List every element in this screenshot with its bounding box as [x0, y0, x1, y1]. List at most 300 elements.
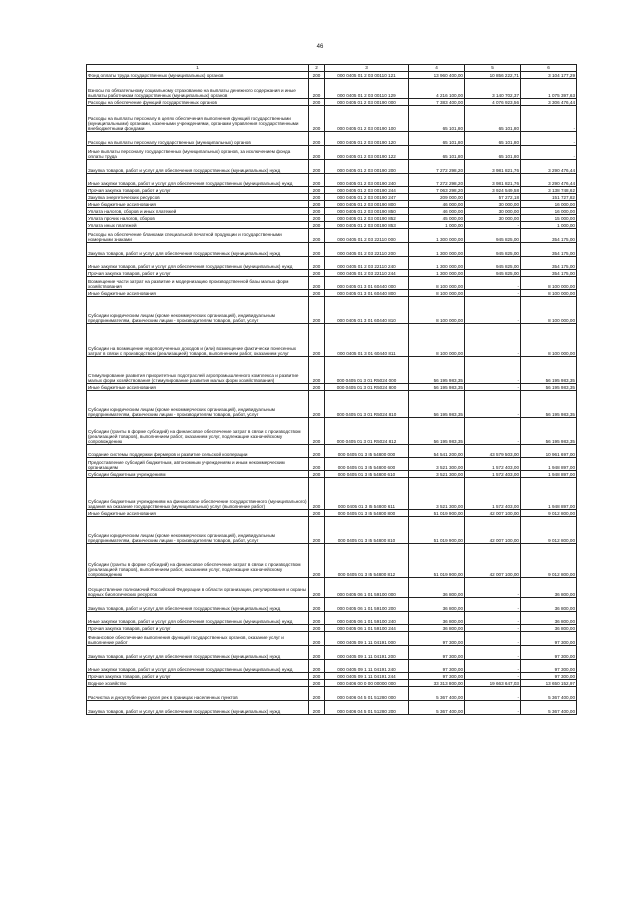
row-executed-amount-cell: 43 579 503,00 — [465, 445, 521, 458]
row-name-cell: Субсидии юридическим лицам (кроме некоммерческих организаций), индивидуальным предпринимателям, физическим лицам - производителям товаров, работ, услуг — [87, 391, 309, 418]
row-unexecuted-amount-cell: 56 195 983,35 — [521, 418, 577, 445]
row-approved-amount-cell: 1 300 000,00 — [409, 257, 465, 270]
row-executed-amount-cell: 10 856 222,71 — [465, 72, 521, 79]
row-budget-code-cell: 000 0405 01 3 01 60440 810 — [325, 297, 409, 324]
row-budget-code-cell: 000 0405 01 2 03 00190 850 — [325, 208, 409, 215]
row-budget-code-cell: 000 0405 06 1 01 59100 240 — [325, 612, 409, 625]
row-name-cell: Закупка товаров, работ и услуг для обеспечения государственных (муниципальных) нужд — [87, 646, 309, 660]
page-number: 46 — [316, 44, 324, 50]
row-executed-amount-cell: 65 101,80 — [465, 146, 521, 160]
row-approved-amount-cell: 56 195 983,35 — [409, 418, 465, 445]
row-code-line-cell: 200 — [309, 187, 325, 194]
row-unexecuted-amount-cell: 9 012 800,00 — [521, 510, 577, 517]
row-unexecuted-amount-cell: 354 175,00 — [521, 243, 577, 257]
row-executed-amount-cell: - — [465, 290, 521, 297]
row-approved-amount-cell: 65 101,80 — [409, 146, 465, 160]
row-unexecuted-amount-cell: 15 000,00 — [521, 215, 577, 222]
table-row — [87, 290, 577, 297]
row-name-cell: Субсидии на возмещение недополученных доходов и (или) возмещение фактически понесенных затрат в связи с производством (реализацией) товаров, выполнением работ, оказанием услуг — [87, 324, 309, 357]
row-budget-code-cell: 000 0405 09 1 11 04191 244 — [325, 673, 409, 680]
row-name-cell: Иные бюджетные ассигнования — [87, 290, 309, 297]
row-budget-code-cell: 000 0405 01 2 03 00190 800 — [325, 201, 409, 208]
column-header-4: 4 — [409, 65, 465, 72]
row-code-line-cell: 200 — [309, 222, 325, 229]
row-code-line-cell: 200 — [309, 660, 325, 673]
table-row — [87, 418, 577, 445]
row-unexecuted-amount-cell: 16 000,00 — [521, 208, 577, 215]
row-unexecuted-amount-cell: - — [521, 146, 577, 160]
row-name-cell: Закупка товаров, работ и услуг для обеспечения государственных (муниципальных) нужд — [87, 243, 309, 257]
row-code-line-cell: 200 — [309, 324, 325, 357]
row-name-cell: Стимулирование развития приоритетных подотраслей агропромышленного комплекса и развитие малых форм хозяйствования (стимулирование развития малых форм хозяйствования) — [87, 357, 309, 384]
table-row — [87, 324, 577, 357]
row-budget-code-cell: 000 0405 01 2 03 00190 852 — [325, 215, 409, 222]
row-approved-amount-cell: 36 800,00 — [409, 612, 465, 625]
table-body — [87, 72, 577, 715]
table-row — [87, 478, 577, 510]
row-approved-amount-cell: 36 800,00 — [409, 625, 465, 632]
table-row — [87, 257, 577, 270]
table-row — [87, 471, 577, 478]
row-approved-amount-cell: 4 216 100,00 — [409, 79, 465, 99]
row-approved-amount-cell: 51 019 900,00 — [409, 544, 465, 578]
row-code-line-cell: 200 — [309, 277, 325, 290]
row-approved-amount-cell: 54 541 200,00 — [409, 445, 465, 458]
row-name-cell: Иные бюджетные ассигнования — [87, 510, 309, 517]
row-code-line-cell: 200 — [309, 510, 325, 517]
row-name-cell: Субсидии юридическим лицам (кроме некоммерческих организаций), индивидуальным предпринимателям, физическим лицам - производителям товаров, работ, услуг — [87, 517, 309, 544]
row-unexecuted-amount-cell: 10 961 697,00 — [521, 445, 577, 458]
row-budget-code-cell: 000 0405 01 3 I5 54800 611 — [325, 478, 409, 510]
row-code-line-cell: 200 — [309, 160, 325, 174]
row-name-cell: Уплата прочих налогов, сборов — [87, 215, 309, 222]
row-budget-code-cell: 000 0405 01 2 03 22110 200 — [325, 243, 409, 257]
table-row — [87, 544, 577, 578]
row-executed-amount-cell: 1 572 403,00 — [465, 478, 521, 510]
row-unexecuted-amount-cell: 56 195 983,35 — [521, 384, 577, 391]
row-unexecuted-amount-cell: 97 300,00 — [521, 660, 577, 673]
row-budget-code-cell: 000 0405 06 1 01 59100 000 — [325, 578, 409, 598]
row-budget-code-cell: 000 0405 01 2 03 00190 853 — [325, 222, 409, 229]
row-unexecuted-amount-cell: 3 104 177,29 — [521, 72, 577, 79]
row-budget-code-cell: 000 0405 01 3 01 R5024 810 — [325, 391, 409, 418]
row-unexecuted-amount-cell: 3 290 476,44 — [521, 160, 577, 174]
row-unexecuted-amount-cell: 5 367 400,00 — [521, 687, 577, 701]
row-code-line-cell: 200 — [309, 79, 325, 99]
row-name-cell: Расчистка и дноуглубление русел рек в границах населенных пунктов — [87, 687, 309, 701]
row-code-line-cell: 200 — [309, 701, 325, 715]
table-row — [87, 146, 577, 160]
table-row — [87, 72, 577, 79]
row-unexecuted-amount-cell: 3 306 476,44 — [521, 99, 577, 106]
row-name-cell: Прочая закупка товаров, работ и услуг — [87, 625, 309, 632]
table-row — [87, 243, 577, 257]
row-budget-code-cell: 000 0405 01 3 I5 54800 800 — [325, 510, 409, 517]
row-unexecuted-amount-cell: 16 000,00 — [521, 201, 577, 208]
table-row — [87, 187, 577, 194]
row-unexecuted-amount-cell: - — [521, 132, 577, 146]
row-executed-amount-cell: - — [465, 357, 521, 384]
row-approved-amount-cell: 7 272 298,20 — [409, 160, 465, 174]
row-approved-amount-cell: 65 101,80 — [409, 132, 465, 146]
row-budget-code-cell: 000 0405 01 2 03 00110 121 — [325, 72, 409, 79]
row-code-line-cell: 200 — [309, 598, 325, 612]
row-executed-amount-cell: - — [465, 222, 521, 229]
row-executed-amount-cell: - — [465, 687, 521, 701]
row-executed-amount-cell: - — [465, 578, 521, 598]
row-executed-amount-cell: - — [465, 660, 521, 673]
table-row — [87, 578, 577, 598]
row-unexecuted-amount-cell: - — [521, 106, 577, 132]
row-executed-amount-cell: 42 007 100,00 — [465, 544, 521, 578]
row-executed-amount-cell: 30 000,00 — [465, 215, 521, 222]
row-approved-amount-cell: 8 100 000,00 — [409, 290, 465, 297]
row-name-cell: Субсидии (гранты в форме субсидий) на финансовое обеспечение затрат в связи с производством (реализацией товаров), выполнением работ, оказанием услуг, подлежащие казначейскому сопровождению — [87, 418, 309, 445]
row-budget-code-cell: 000 0406 04 5 01 51280 200 — [325, 701, 409, 715]
row-name-cell: Закупка товаров, работ и услуг для обеспечения государственных (муниципальных) нужд — [87, 160, 309, 174]
row-budget-code-cell: 000 0405 01 2 03 00190 244 — [325, 187, 409, 194]
row-unexecuted-amount-cell: 1 948 897,00 — [521, 458, 577, 471]
table-row — [87, 297, 577, 324]
row-name-cell: Закупка товаров, работ и услуг для обеспечения государственных (муниципальных) нужд — [87, 701, 309, 715]
row-executed-amount-cell: 3 981 821,76 — [465, 160, 521, 174]
row-unexecuted-amount-cell: 8 100 000,00 — [521, 277, 577, 290]
row-code-line-cell: 200 — [309, 297, 325, 324]
row-approved-amount-cell: 8 100 000,00 — [409, 277, 465, 290]
row-executed-amount-cell: 42 007 100,00 — [465, 517, 521, 544]
row-budget-code-cell: 000 0405 01 2 03 00190 120 — [325, 132, 409, 146]
column-header-3: 3 — [325, 65, 409, 72]
row-approved-amount-cell: 97 300,00 — [409, 660, 465, 673]
row-code-line-cell: 200 — [309, 445, 325, 458]
row-code-line-cell: 200 — [309, 646, 325, 660]
row-budget-code-cell: 000 0406 04 5 01 51280 000 — [325, 687, 409, 701]
row-budget-code-cell: 000 0405 01 2 03 00190 122 — [325, 146, 409, 160]
row-executed-amount-cell: 42 007 100,00 — [465, 510, 521, 517]
row-budget-code-cell: 000 0405 01 3 01 60440 800 — [325, 290, 409, 297]
row-name-cell: Иные бюджетные ассигнования — [87, 201, 309, 208]
row-executed-amount-cell: - — [465, 632, 521, 646]
table-row — [87, 208, 577, 215]
table-row — [87, 612, 577, 625]
row-code-line-cell: 200 — [309, 194, 325, 201]
row-code-line-cell: 200 — [309, 632, 325, 646]
row-code-line-cell: 200 — [309, 578, 325, 598]
row-approved-amount-cell: 56 195 983,35 — [409, 357, 465, 384]
row-approved-amount-cell: 51 019 900,00 — [409, 517, 465, 544]
row-code-line-cell: 200 — [309, 257, 325, 270]
row-code-line-cell: 200 — [309, 673, 325, 680]
row-approved-amount-cell: 97 300,00 — [409, 646, 465, 660]
row-executed-amount-cell: - — [465, 625, 521, 632]
table-row — [87, 160, 577, 174]
row-code-line-cell: 200 — [309, 174, 325, 187]
row-code-line-cell: 200 — [309, 544, 325, 578]
row-name-cell: Иные закупки товаров, работ и услуг для обеспечения государственных (муниципальных) нужд — [87, 174, 309, 187]
row-approved-amount-cell: 97 300,00 — [409, 673, 465, 680]
row-executed-amount-cell: - — [465, 612, 521, 625]
table-row — [87, 106, 577, 132]
row-budget-code-cell: 000 0405 01 3 01 R5024 812 — [325, 418, 409, 445]
row-unexecuted-amount-cell: 8 100 000,00 — [521, 297, 577, 324]
row-executed-amount-cell: - — [465, 391, 521, 418]
row-executed-amount-cell: 57 272,18 — [465, 194, 521, 201]
row-approved-amount-cell: 65 101,80 — [409, 106, 465, 132]
row-unexecuted-amount-cell: 8 100 000,00 — [521, 324, 577, 357]
row-code-line-cell: 200 — [309, 243, 325, 257]
row-budget-code-cell: 000 0405 01 2 03 22110 000 — [325, 229, 409, 243]
row-name-cell: Прочая закупка товаров, работ и услуг — [87, 187, 309, 194]
row-executed-amount-cell: - — [465, 418, 521, 445]
row-name-cell: Иные бюджетные ассигнования — [87, 384, 309, 391]
table-row — [87, 687, 577, 701]
row-name-cell: Прочая закупка товаров, работ и услуг — [87, 270, 309, 277]
row-unexecuted-amount-cell: 97 300,00 — [521, 632, 577, 646]
row-code-line-cell: 200 — [309, 418, 325, 445]
table-row — [87, 357, 577, 384]
column-header-2: 2 — [309, 65, 325, 72]
table-row — [87, 174, 577, 187]
table-row — [87, 680, 577, 687]
row-budget-code-cell: 000 0405 01 2 03 00190 247 — [325, 194, 409, 201]
row-budget-code-cell: 000 0405 01 3 I5 54800 600 — [325, 458, 409, 471]
row-name-cell: Предоставление субсидий бюджетным, автономным учреждениям и иным некоммерческим организациям — [87, 458, 309, 471]
row-code-line-cell: 200 — [309, 612, 325, 625]
row-name-cell: Создание системы поддержки фермеров и развитие сельской кооперации — [87, 445, 309, 458]
row-approved-amount-cell: 8 100 000,00 — [409, 324, 465, 357]
row-approved-amount-cell: 7 272 298,20 — [409, 174, 465, 187]
row-budget-code-cell: 000 0406 00 0 00 00000 000 — [325, 680, 409, 687]
table-row — [87, 277, 577, 290]
row-unexecuted-amount-cell: 36 800,00 — [521, 612, 577, 625]
row-unexecuted-amount-cell: 354 175,00 — [521, 270, 577, 277]
row-code-line-cell: 200 — [309, 391, 325, 418]
row-name-cell: Финансовое обеспечение выполнения функций государственных органов, оказание услуг и выполнение работ — [87, 632, 309, 646]
row-unexecuted-amount-cell: 56 195 983,35 — [521, 391, 577, 418]
row-approved-amount-cell: 5 367 400,00 — [409, 687, 465, 701]
row-executed-amount-cell: 65 101,80 — [465, 106, 521, 132]
row-code-line-cell: 200 — [309, 687, 325, 701]
table-row — [87, 215, 577, 222]
row-budget-code-cell: 000 0405 01 3 01 R5024 800 — [325, 384, 409, 391]
row-unexecuted-amount-cell: 1 075 397,63 — [521, 79, 577, 99]
row-executed-amount-cell: - — [465, 297, 521, 324]
row-unexecuted-amount-cell: 1 948 897,00 — [521, 478, 577, 510]
row-code-line-cell: 200 — [309, 517, 325, 544]
row-name-cell: Расходы на обеспечение функций государственных органов — [87, 99, 309, 106]
row-budget-code-cell: 000 0405 01 2 03 00190 000 — [325, 99, 409, 106]
row-unexecuted-amount-cell: 97 300,00 — [521, 673, 577, 680]
row-budget-code-cell: 000 0405 01 3 I5 54800 810 — [325, 517, 409, 544]
row-unexecuted-amount-cell: 13 650 152,97 — [521, 680, 577, 687]
row-unexecuted-amount-cell: 36 800,00 — [521, 598, 577, 612]
row-name-cell: Субсидии бюджетным учреждениям на финансовое обеспечение государственного (муниципального) задания на оказание государственных (муниципальных) услуг (выполнение работ) — [87, 478, 309, 510]
row-code-line-cell: 200 — [309, 471, 325, 478]
row-code-line-cell: 200 — [309, 106, 325, 132]
row-code-line-cell: 200 — [309, 99, 325, 106]
row-unexecuted-amount-cell: 97 300,00 — [521, 646, 577, 660]
table-row — [87, 99, 577, 106]
column-header-5: 5 — [465, 65, 521, 72]
row-name-cell: Прочая закупка товаров, работ и услуг — [87, 673, 309, 680]
row-budget-code-cell: 000 0405 06 1 01 59100 244 — [325, 625, 409, 632]
row-name-cell: Иные выплаты персоналу государственных (муниципальных) органов, за исключением фонда оплаты труда — [87, 146, 309, 160]
table-row — [87, 625, 577, 632]
row-name-cell: Уплата иных платежей — [87, 222, 309, 229]
row-unexecuted-amount-cell: 56 195 983,35 — [521, 357, 577, 384]
row-name-cell: Расходы на обеспечение бланками специальной печатной продукции и государственными номерными знаками — [87, 229, 309, 243]
column-number-row — [87, 65, 577, 72]
row-executed-amount-cell: 30 000,00 — [465, 208, 521, 215]
row-executed-amount-cell: 1 572 403,00 — [465, 458, 521, 471]
table-row — [87, 673, 577, 680]
row-code-line-cell: 200 — [309, 357, 325, 384]
table-row — [87, 229, 577, 243]
row-executed-amount-cell: 3 924 549,58 — [465, 187, 521, 194]
row-budget-code-cell: 000 0405 01 3 01 R5024 000 — [325, 357, 409, 384]
row-unexecuted-amount-cell: 1 948 897,00 — [521, 471, 577, 478]
row-code-line-cell: 200 — [309, 201, 325, 208]
row-executed-amount-cell: - — [465, 598, 521, 612]
row-name-cell: Возмещение части затрат на развитие и модернизацию производственной базы малых форм хозяйствования — [87, 277, 309, 290]
row-code-line-cell: 200 — [309, 680, 325, 687]
row-code-line-cell: 200 — [309, 384, 325, 391]
row-unexecuted-amount-cell: 36 800,00 — [521, 625, 577, 632]
row-executed-amount-cell: - — [465, 673, 521, 680]
row-executed-amount-cell: - — [465, 646, 521, 660]
row-code-line-cell: 200 — [309, 478, 325, 510]
row-unexecuted-amount-cell: 3 290 476,44 — [521, 174, 577, 187]
row-name-cell: Фонд оплаты труда государственных (муниципальных) органов — [87, 72, 309, 79]
table-row — [87, 510, 577, 517]
row-approved-amount-cell: 56 195 983,35 — [409, 391, 465, 418]
table-row — [87, 391, 577, 418]
table-row — [87, 660, 577, 673]
row-budget-code-cell: 000 0405 01 2 03 00190 240 — [325, 174, 409, 187]
row-approved-amount-cell: 1 300 000,00 — [409, 270, 465, 277]
row-code-line-cell: 200 — [309, 215, 325, 222]
row-unexecuted-amount-cell: 1 000,00 — [521, 222, 577, 229]
row-approved-amount-cell: 7 383 400,00 — [409, 99, 465, 106]
row-executed-amount-cell: 19 663 647,03 — [465, 680, 521, 687]
row-name-cell: Расходы на выплаты персоналу государственных (муниципальных) органов — [87, 132, 309, 146]
row-name-cell: Закупка энергетических ресурсов — [87, 194, 309, 201]
row-executed-amount-cell: - — [465, 324, 521, 357]
row-name-cell: Субсидии юридическим лицам (кроме некоммерческих организаций), индивидуальным предпринимателям, физическим лицам - производителям товаров, работ, услуг — [87, 297, 309, 324]
row-approved-amount-cell: 3 521 300,00 — [409, 471, 465, 478]
row-approved-amount-cell: 3 521 300,00 — [409, 458, 465, 471]
row-executed-amount-cell: 4 076 923,56 — [465, 99, 521, 106]
row-code-line-cell: 200 — [309, 208, 325, 215]
row-name-cell: Уплата налогов, сборов и иных платежей — [87, 208, 309, 215]
row-approved-amount-cell: 3 521 300,00 — [409, 478, 465, 510]
row-unexecuted-amount-cell: 354 175,00 — [521, 229, 577, 243]
row-budget-code-cell: 000 0405 09 1 11 04191 200 — [325, 646, 409, 660]
row-unexecuted-amount-cell: 151 727,82 — [521, 194, 577, 201]
row-code-line-cell: 200 — [309, 458, 325, 471]
table-row — [87, 201, 577, 208]
row-name-cell: Осуществление полномочий Российской Федерации в области организации, регулирования и охраны водных биологических ресурсов — [87, 578, 309, 598]
row-name-cell: Субсидии (гранты в форме субсидий) на финансовое обеспечение затрат в связи с производством (реализацией товаров), выполнением работ, оказанием услуг, подлежащие казначейскому сопровождению — [87, 544, 309, 578]
row-executed-amount-cell: 945 825,00 — [465, 243, 521, 257]
row-unexecuted-amount-cell: 9 012 800,00 — [521, 544, 577, 578]
row-approved-amount-cell: 5 367 400,00 — [409, 701, 465, 715]
row-name-cell: Взносы по обязательному социальному страхованию на выплаты денежного содержания и иные выплаты работникам государственных (муниципальных) органов — [87, 79, 309, 99]
table-row — [87, 701, 577, 715]
row-executed-amount-cell: - — [465, 701, 521, 715]
row-approved-amount-cell: 209 000,00 — [409, 194, 465, 201]
table-row — [87, 646, 577, 660]
row-approved-amount-cell: 46 000,00 — [409, 201, 465, 208]
table-row — [87, 194, 577, 201]
row-executed-amount-cell: 3 981 821,76 — [465, 174, 521, 187]
row-budget-code-cell: 000 0405 01 2 03 00190 100 — [325, 106, 409, 132]
row-approved-amount-cell: 36 800,00 — [409, 598, 465, 612]
table-row — [87, 632, 577, 646]
row-approved-amount-cell: 1 000,00 — [409, 222, 465, 229]
row-name-cell: Иные закупки товаров, работ и услуг для обеспечения государственных (муниципальных) нужд — [87, 612, 309, 625]
row-unexecuted-amount-cell: 8 100 000,00 — [521, 290, 577, 297]
row-unexecuted-amount-cell: 9 012 800,00 — [521, 517, 577, 544]
row-approved-amount-cell: 7 063 298,20 — [409, 187, 465, 194]
row-unexecuted-amount-cell: 3 138 748,62 — [521, 187, 577, 194]
row-code-line-cell: 200 — [309, 229, 325, 243]
row-unexecuted-amount-cell: 36 800,00 — [521, 578, 577, 598]
row-budget-code-cell: 000 0405 01 3 I5 54800 812 — [325, 544, 409, 578]
row-code-line-cell: 200 — [309, 132, 325, 146]
row-code-line-cell: 200 — [309, 625, 325, 632]
row-budget-code-cell: 000 0405 06 1 01 59100 200 — [325, 598, 409, 612]
row-executed-amount-cell: 65 101,80 — [465, 132, 521, 146]
row-budget-code-cell: 000 0405 01 2 03 22110 244 — [325, 270, 409, 277]
row-executed-amount-cell: 1 572 403,00 — [465, 471, 521, 478]
table-row — [87, 132, 577, 146]
table-row — [87, 598, 577, 612]
row-budget-code-cell: 000 0405 01 3 01 60440 000 — [325, 277, 409, 290]
row-budget-code-cell: 000 0405 09 1 11 04191 240 — [325, 660, 409, 673]
row-name-cell: Водное хозяйство — [87, 680, 309, 687]
row-budget-code-cell: 000 0405 01 2 03 22110 240 — [325, 257, 409, 270]
column-header-6: 6 — [521, 65, 577, 72]
table-row — [87, 222, 577, 229]
row-executed-amount-cell: - — [465, 384, 521, 391]
row-name-cell: Субсидии бюджетным учреждениям — [87, 471, 309, 478]
row-approved-amount-cell: 46 000,00 — [409, 208, 465, 215]
row-code-line-cell: 200 — [309, 290, 325, 297]
row-name-cell: Расходы на выплаты персоналу в целях обеспечения выполнения функций государственными (муниципальными) органами, казенными учреждениями, органами управления государственными внебюджетными фондами — [87, 106, 309, 132]
row-approved-amount-cell: 1 300 000,00 — [409, 229, 465, 243]
table-row — [87, 384, 577, 391]
row-approved-amount-cell: 56 195 983,35 — [409, 384, 465, 391]
row-executed-amount-cell: 945 825,00 — [465, 229, 521, 243]
row-unexecuted-amount-cell: 5 367 400,00 — [521, 701, 577, 715]
row-name-cell: Закупка товаров, работ и услуг для обеспечения государственных (муниципальных) нужд — [87, 598, 309, 612]
row-budget-code-cell: 000 0405 01 2 03 00110 129 — [325, 79, 409, 99]
row-approved-amount-cell: 1 300 000,00 — [409, 243, 465, 257]
table-row — [87, 79, 577, 99]
row-code-line-cell: 200 — [309, 270, 325, 277]
row-budget-code-cell: 000 0405 01 3 01 60440 811 — [325, 324, 409, 357]
row-approved-amount-cell: 36 800,00 — [409, 578, 465, 598]
row-approved-amount-cell: 97 300,00 — [409, 632, 465, 646]
row-budget-code-cell: 000 0405 01 3 I5 54800 610 — [325, 471, 409, 478]
row-budget-code-cell: 000 0405 01 3 I5 54800 000 — [325, 445, 409, 458]
row-executed-amount-cell: 945 825,00 — [465, 270, 521, 277]
column-header-1: 1 — [87, 65, 309, 72]
row-approved-amount-cell: 51 019 900,00 — [409, 510, 465, 517]
table-row — [87, 458, 577, 471]
row-approved-amount-cell: 8 100 000,00 — [409, 297, 465, 324]
